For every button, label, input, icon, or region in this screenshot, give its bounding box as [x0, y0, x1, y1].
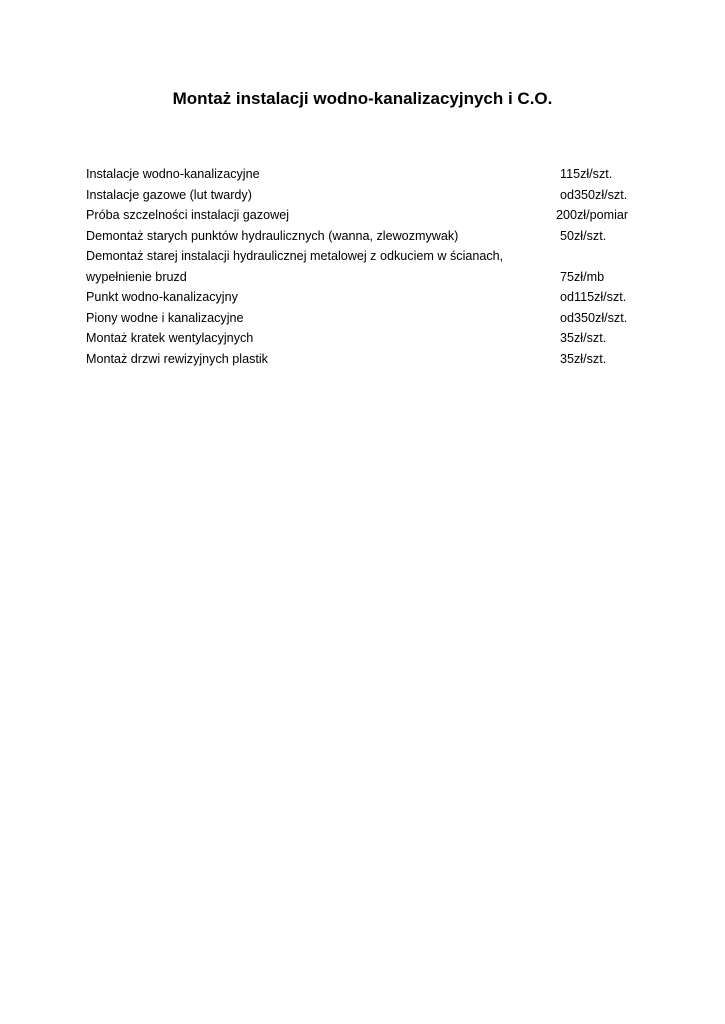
price-row: [86, 205, 646, 226]
item-label: Próba szczelności instalacji gazowej: [86, 208, 289, 222]
price-row: [86, 328, 646, 349]
item-label: Demontaż starej instalacji hydraulicznej metalowej z odkuciem w ścianach, wypełnienie bruzd: [86, 249, 504, 284]
item-price: od350zł/szt.: [560, 310, 628, 325]
price-row: [86, 287, 646, 308]
item-price: od115zł/szt.: [560, 290, 627, 304]
price-row: [86, 164, 646, 185]
item-label: Punkt wodno-kanalizacyjny: [86, 290, 238, 304]
item-label: Piony wodne i kanalizacyjne: [86, 310, 244, 325]
item-price: 35zł/szt.: [560, 331, 607, 345]
item-price: od350zł/szt.: [560, 187, 628, 202]
price-row: [86, 185, 646, 206]
item-price: 35zł/szt.: [560, 351, 607, 366]
price-row: [86, 226, 646, 247]
item-price: 50zł/szt.: [560, 228, 607, 243]
price-list: [86, 164, 646, 369]
item-price: 115zł/szt.: [560, 167, 613, 181]
price-row: [86, 349, 646, 370]
item-price: 75zł/mb: [560, 269, 605, 284]
page-title: Montaż instalacji wodno-kanalizacyjnych i C.O.: [172, 89, 553, 108]
price-row: [86, 246, 646, 287]
item-label: Instalacje wodno-kanalizacyjne: [86, 167, 260, 181]
item-price: 200zł/pomiar: [556, 208, 629, 222]
item-label: Demontaż starych punktów hydraulicznych (wanna, zlewozmywak): [86, 228, 459, 243]
item-label: Instalacje gazowe (lut twardy): [86, 187, 252, 202]
item-label: Montaż kratek wentylacyjnych: [86, 331, 254, 345]
item-label: Montaż drzwi rewizyjnych plastik: [86, 351, 268, 366]
price-row: [86, 308, 646, 329]
